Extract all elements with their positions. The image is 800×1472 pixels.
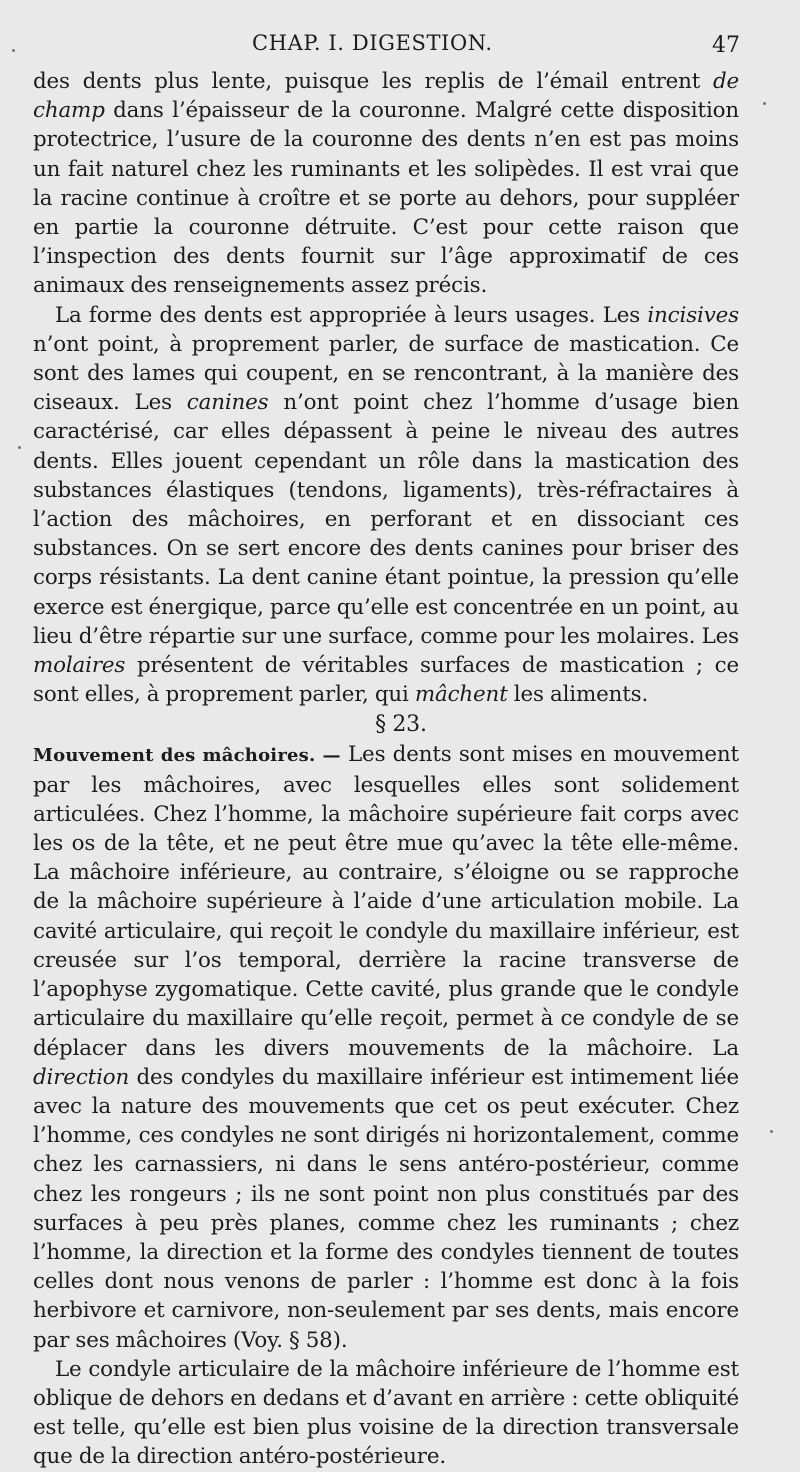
running-head: CHAP. I. DIGESTION. [252, 31, 493, 55]
text-run: Les dents sont mises en mouvement par les mâchoires, avec lesquelles elles sont solidement articulées. Chez l’homme, la mâchoire supérieure fait corps avec les os de la tête, et ne peut être mue qu’avec la tête elle-même. La mâchoire inférieure, au contraire, s’éloigne ou se rapproche de la mâchoire supérieure à l’aide d’une articulation mobile. La cavité articulaire, qui reçoit le condyle du maxillaire inférieur, est creusée sur l’os temporal, derrière la racine transverse de l’apophyse zygomatique. Cette cavité, plus grande que le condyle articulaire du maxillaire qu’elle reçoit, permet à ce condyle de se déplacer dans les divers mouvements de la mâchoire. La [33, 742, 740, 1061]
text-run: Le condyle articulaire de la mâchoire inférieure de l’homme est oblique de dehors en dedans et d’avant en arrière : cette obliquité est telle, qu’elle est bien plus voisine de la direction transversale que de la direction antéro-postérieure. [33, 1356, 739, 1470]
text-run: présentent de véritables surfaces de mastication ; ce sont elles, à proprement parler, qui [33, 653, 739, 708]
text-run: des condyles du maxillaire inférieur est intimement liée avec la nature des mouvements que cet os peut exécuter. Chez l’homme, ces condyles ne sont dirigés ni horizontalement, comme chez les carnassiers, ni dans le sens antéro-postérieur, comme chez les rongeurs ; ils ne sont point non plus constitués par des surfaces à peu près planes, comme chez les ruminants ; chez l’homme, la direction et la forme des condyles tiennent de toutes celles dont nous venons de parler : l’homme est donc à la fois herbivore et carnivore, non-seulement par ses dents, mais encore par ses mâchoires (Voy. § 58). [33, 1064, 739, 1353]
page-number: 47 [712, 33, 740, 58]
paragraph-2 [33, 301, 739, 710]
paper-speck [18, 446, 21, 449]
runin-heading: Mouvement des mâchoires. — [33, 745, 341, 767]
paragraph-1 [33, 67, 739, 301]
page-header [0, 27, 800, 67]
text-run: n’ont point chez l’homme d’usage bien caractérisé, car elles dépassent à peine le niveau des autres dents. Elles jouent cependant un rôle dans la mastication des substances élastiques (tendons, ligaments), très-réfractaires à l’action des mâchoires, en perforant et en dissociant ces substances. On se sert encore des dents canines pour briser des corps résistants. La dent canine étant pointue, la pression qu’elle exerce est énergique, parce qu’elle est concentrée en un point, au lieu d’être répartie sur une surface, comme pour les molaires. Les [33, 390, 739, 649]
italic-term: mâchent [414, 682, 508, 708]
italic-term: molaires [33, 653, 126, 679]
text-run: n’ont point, à proprement parler, de surface de mastication. Ce sont des lames qui coupent, en se rencontrant, à la manière des ciseaux. Les [33, 331, 739, 416]
italic-term: direction [33, 1064, 130, 1090]
paper-speck [763, 102, 766, 105]
italic-term: canines [186, 390, 269, 416]
text-run: La forme des dents est appropriée à leurs usages. Les [55, 302, 648, 328]
section-heading: § 23. [375, 712, 427, 738]
paper-speck [770, 1130, 773, 1133]
text-run: des dents plus lente, puisque les replis de l’émail entrent [33, 69, 713, 94]
paragraph-3 [33, 740, 739, 1354]
italic-term: incisives [647, 302, 739, 328]
text-run: dans l’épaisseur de la couronne. Malgré cette disposition protectrice, l’usure de la couronne des dents n’en est pas moins un fait naturel chez les ruminants et les solipèdes. Il est vrai que la racine continue à croître et se porte au dehors, pour suppléer en partie la couronne détruite. C’est pour cette raison que l’inspection des dents fournit sur l’âge approximatif de ces animaux des renseignements assez précis. [33, 98, 739, 299]
paragraph-4 [33, 1355, 739, 1472]
text-run: les aliments. [507, 682, 649, 708]
italic-term: de champ [33, 69, 739, 124]
page-body [33, 67, 739, 1472]
paper-speck [12, 49, 15, 52]
